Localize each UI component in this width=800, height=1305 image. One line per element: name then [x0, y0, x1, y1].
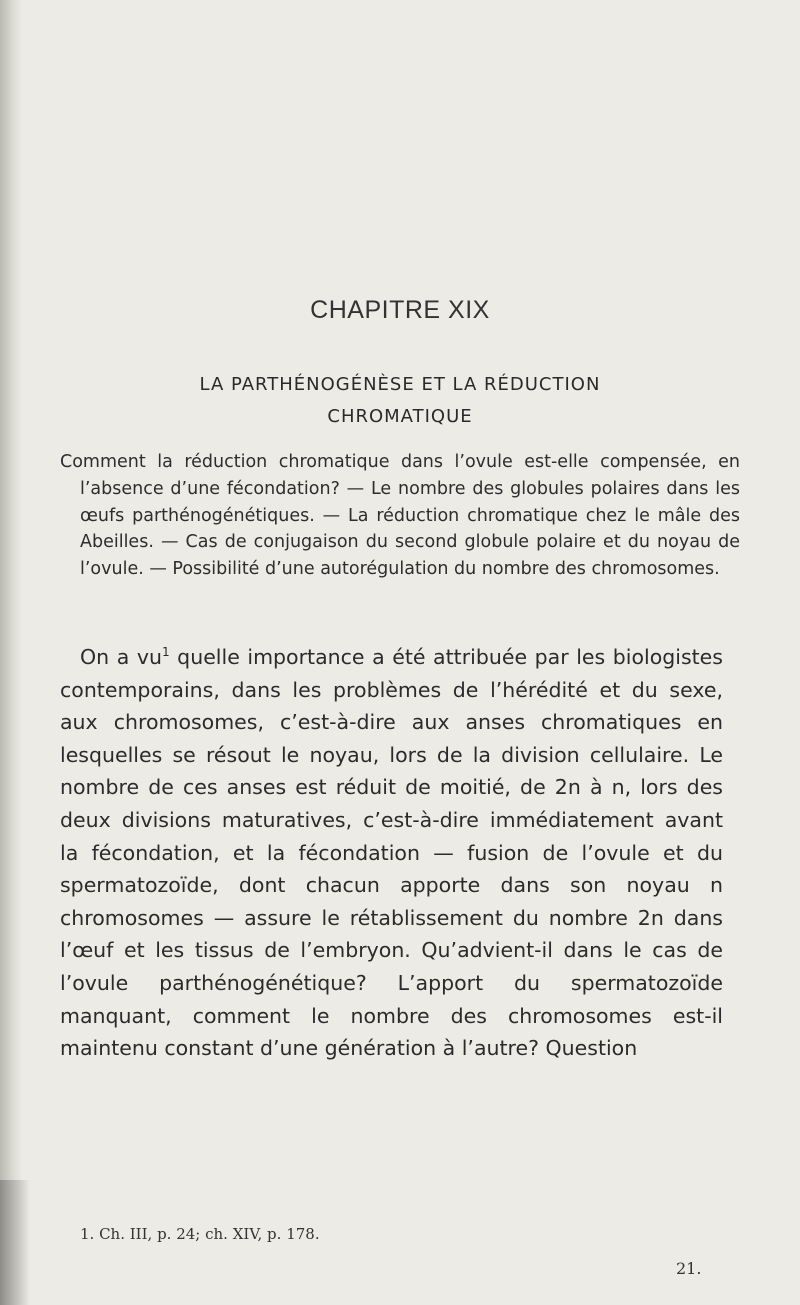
paragraph-text: quelle importance a été attribuée par les biologistes contemporains, dans les problèmes de l’hérédité et du sexe, aux chromosomes, c’est-à-dire aux anses chromatiques en lesquelles se résout le noyau, lors de la division cellulaire. Le nombre de ces anses est réduit de moitié, de 2n à n, lors des deux divisions maturatives, c’est-à-dire immédiatement avant la fécondation, et la fécondation — fusion de l’ovule et du spermatozoïde, dont chacun apporte dans son noyau n chromosomes — assure le rétablissement du nombre 2n dans l’œuf et les tissus de l’embryon. Qu’advient-il dans le cas de l’ovule parthénogénétique? L’apport du spermatozoïde manquant, comment le nombre des chromosomes est-il maintenu constant d’une génération à l’autre? Question: [60, 645, 723, 1061]
footnote-reference: 1: [161, 645, 170, 659]
chapter-title-line-2: CHROMATIQUE: [327, 406, 473, 427]
chapter-number: CHAPITRE XIX: [310, 296, 490, 324]
footnote: 1. Ch. III, p. 24; ch. XIV, p. 178.: [80, 1225, 320, 1243]
body-paragraph: [60, 641, 723, 1065]
chapter-summary: Comment la réduction chromatique dans l’ovule est-elle compensée, en l’absence d’une fécondation? — Le nombre des globules polaires dans les œufs parthénogénétiques. — La réduction chromatique chez le mâle des Abeilles. — Cas de conjugaison du second globule polaire et du noyau de l’ovule. — Possibilité d’une autorégulation du nombre des chromosomes.: [60, 452, 740, 580]
page-binding-shadow: [0, 0, 22, 1305]
chapter-title: [0, 369, 800, 433]
page-binding-shadow-bottom: [0, 1180, 30, 1305]
page-number: 21.: [676, 1259, 702, 1278]
paragraph-lead: On a vu: [80, 645, 162, 669]
chapter-title-line-1: LA PARTHÉNOGÉNÈSE ET LA RÉDUCTION: [199, 374, 601, 395]
